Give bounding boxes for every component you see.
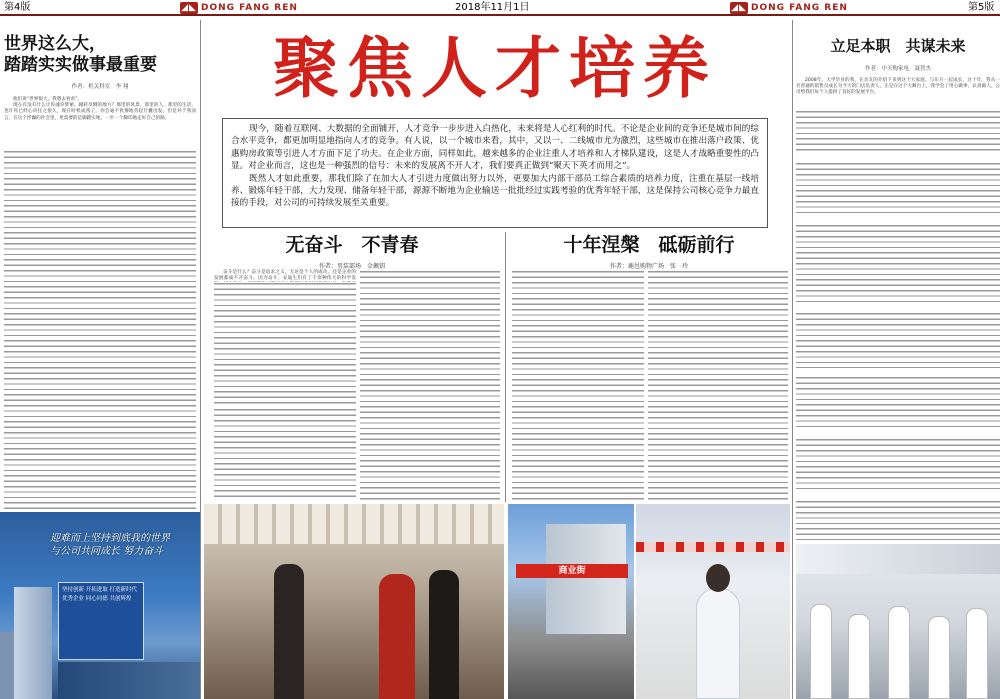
person-silhouette bbox=[810, 604, 832, 699]
street-scene bbox=[58, 662, 200, 699]
right-body-text bbox=[796, 224, 1000, 304]
center-body-text-col1b bbox=[214, 408, 356, 500]
masthead-logo-right: ◢◣ DONG FANG REN bbox=[731, 2, 848, 13]
left-article-body-text bbox=[4, 150, 196, 510]
column-divider bbox=[200, 20, 201, 699]
left-article-para: 他们说“世界很大，我想去看看”。 bbox=[13, 97, 83, 102]
page-number-right: 第5版 bbox=[968, 2, 995, 13]
subheadline-right: 十年涅槃 砥砺前行 bbox=[563, 234, 735, 256]
byline-right: 作者：鹿邑购物广场 张 玲 bbox=[609, 263, 688, 270]
main-headline: 聚焦人才培养 bbox=[273, 29, 717, 107]
page-number-left: 第4版 bbox=[4, 2, 31, 13]
right-body-text bbox=[796, 162, 1000, 216]
shop-sign: 商业街 bbox=[516, 564, 628, 578]
intro-paragraph: 既然人才如此重要，那我们除了在加大人才引进力度做出努力以外，更要加大内部干部员工综合素质的培养力度，注重在基层一线培养、锻炼年轻干部，大力发现、储备年轻干部，源源不断地为企业输送一批批经过实践考验的优秀年轻干部，这是保持公司核心竞争力最直接的手段，对公司的可持续发展至关重要。 bbox=[231, 173, 759, 209]
left-article-para: 现在有没有什么让你魂牵梦萦、辗转反侧的地方？那里的风景、那里的人、那里的生活，也许你已经心向往之很久，现在时机成熟了，你会毫不犹豫地背起行囊出发。但是对于我而言，在这个浮躁的社会里，更需要的是脚踏实地，一步一个脚印地走好自己的路。 bbox=[4, 103, 196, 121]
person-silhouette bbox=[848, 614, 870, 699]
right-body-text bbox=[796, 312, 1000, 368]
ceiling-lights bbox=[204, 504, 504, 544]
right-article-para: 2008年，大学毕业的我，在亲友的介绍下来到这个大家庭。与东方一起成长，这十年，我从一名普通的销售员成长为今天的门店负责人，正是在这个大舞台上，我学会了用心做事、认真做人。公司给我们每个人提供了良好的发展平台。 bbox=[796, 78, 1000, 96]
right-article-byline: 作者：中天购家电 聂智杰 bbox=[864, 66, 931, 72]
logo-icon: ◢◣ bbox=[181, 2, 197, 13]
office-tower bbox=[0, 632, 14, 699]
center-body-text-col4 bbox=[648, 270, 788, 500]
center-photo-street bbox=[508, 504, 634, 699]
right-body-text bbox=[796, 500, 1000, 540]
left-article-byline: 作者：机关科室 李 翔 bbox=[71, 84, 129, 90]
lantern-row bbox=[636, 542, 790, 552]
person-silhouette bbox=[928, 616, 950, 699]
person-silhouette bbox=[888, 606, 910, 699]
intro-box bbox=[222, 118, 768, 228]
right-photo-training bbox=[796, 544, 1000, 699]
right-article-title: 立足本职 共谋未来 bbox=[830, 37, 966, 55]
building bbox=[546, 524, 626, 634]
column-divider bbox=[792, 20, 793, 699]
right-body-text bbox=[796, 110, 1000, 154]
person-silhouette bbox=[966, 608, 988, 699]
promo-banner: 坚持创新 开拓进取 打造新时代优秀企业 同心同德 共创辉煌 bbox=[58, 582, 144, 660]
subheadline-left: 无奋斗 不青春 bbox=[285, 234, 419, 256]
byline-left: 作者：男装部场 金佩钥 bbox=[318, 263, 385, 270]
center-photo-store bbox=[204, 504, 504, 699]
person-silhouette bbox=[429, 570, 459, 699]
logo-icon: ◢◣ bbox=[731, 2, 747, 13]
left-article-title: 世界这么大， 踏踏实实做事最重要 bbox=[4, 34, 157, 75]
center-body-text-col1 bbox=[214, 282, 356, 404]
page-header bbox=[0, 0, 1000, 16]
center-body-text: 奋斗是什么？奋斗是追求之义，无论是个人的成功，还是企业的发展都离不开奋斗。因为奋斗，安迪生们有了千余种伟大的科学发 bbox=[214, 270, 356, 282]
person-silhouette bbox=[379, 574, 415, 699]
column-divider bbox=[505, 232, 506, 502]
center-photo-staff bbox=[636, 504, 790, 699]
right-body-text bbox=[796, 376, 1000, 430]
center-body-text-col2 bbox=[360, 270, 500, 500]
right-body-text bbox=[796, 438, 1000, 492]
photo-caption: 迎难而上坚持到底我的世界 与公司共同成长 努力奋斗 bbox=[50, 533, 170, 557]
office-tower bbox=[14, 587, 52, 699]
intro-paragraph: 现今，随着互联网、大数据的全面铺开，人才竞争一步步进入白热化，未来将是人心红利的时代。不论是企业间的竞争还是城市间的综合水平竞争，都更加明显地指向人才的竞争。有人说，以一个城市来看，其中，又以一、二线城市尤为激烈，这些城市在推出落户政策、优惠购房政策等引进人才方面下足了功夫。在企业方面，同样如此，越来越多的企业注重人才培养和人才梯队建设，这是人才战略重要性的凸显。对企业而言，这也是一种强烈的信号：未来的发展离不开人才，我们要真正做到“聚天下英才而用之”。 bbox=[231, 124, 759, 172]
left-photo-building bbox=[0, 512, 200, 699]
issue-date: 2018年11月1日 bbox=[455, 2, 530, 13]
person-silhouette bbox=[274, 564, 304, 699]
person-silhouette bbox=[696, 588, 740, 699]
center-body-text-col3 bbox=[512, 270, 644, 500]
masthead-logo-left: ◢◣ DONG FANG REN bbox=[181, 2, 298, 13]
avatar bbox=[706, 564, 730, 592]
ceiling bbox=[796, 544, 1000, 574]
